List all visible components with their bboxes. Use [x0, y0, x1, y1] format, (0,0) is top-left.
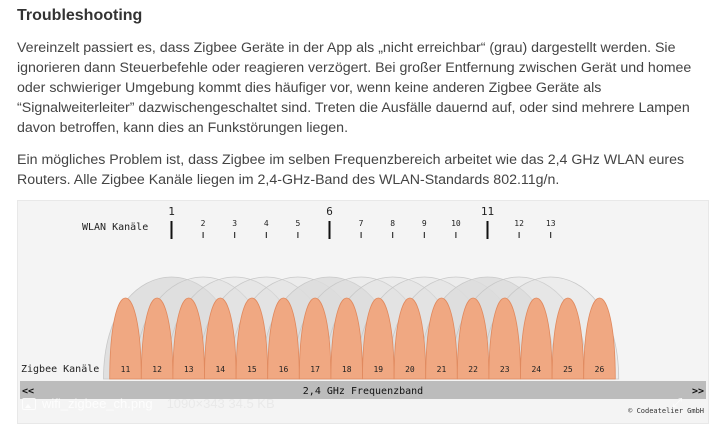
wlan-channel-number-5: 5	[295, 219, 301, 228]
wlan-channel-number-1: 1	[168, 205, 175, 218]
wlan-channel-number-11: 11	[480, 205, 495, 218]
wifi-zigbee-channel-diagram[interactable]	[17, 200, 709, 424]
zigbee-channel-number-21: 21	[436, 365, 447, 374]
zigbee-channel-number-15: 15	[247, 365, 257, 374]
band-arrow-right: >>	[691, 386, 704, 397]
band-label: 2,4 GHz Frequenzband	[302, 386, 424, 397]
zigbee-channel-number-20: 20	[405, 365, 415, 374]
section-heading: Troubleshooting	[17, 7, 143, 24]
zigbee-channels-label: Zigbee Kanäle	[21, 364, 100, 375]
zigbee-channel-number-23: 23	[499, 365, 510, 374]
zigbee-channel-number-12: 12	[152, 365, 162, 374]
image-meta: 1090×343 34.5 KB	[166, 396, 275, 411]
wlan-channel-number-7: 7	[358, 219, 364, 228]
wlan-channel-number-10: 10	[451, 219, 461, 228]
wlan-channel-number-2: 2	[200, 219, 206, 228]
expand-icon[interactable]: ⤢	[672, 395, 683, 410]
wlan-channel-number-13: 13	[545, 219, 556, 228]
zigbee-channel-number-26: 26	[594, 365, 605, 374]
wlan-channel-number-12: 12	[514, 219, 524, 228]
wlan-channels-label: WLAN Kanäle	[82, 222, 149, 233]
channel-diagram-svg	[18, 201, 708, 423]
wlan-channel-number-9: 9	[421, 219, 427, 228]
wlan-channel-number-4: 4	[263, 219, 269, 228]
zigbee-channel-number-18: 18	[341, 365, 352, 374]
image-file-caption[interactable]	[22, 396, 275, 411]
zigbee-channel-number-19: 19	[373, 365, 384, 374]
zigbee-channel-number-17: 17	[310, 365, 320, 374]
image-icon	[22, 398, 36, 410]
zigbee-channel-number-16: 16	[278, 365, 289, 374]
wlan-channel-number-8: 8	[390, 219, 396, 228]
wlan-channel-number-6: 6	[326, 205, 333, 218]
wlan-channel-ticks	[168, 205, 556, 239]
copyright-text: © Codeatelier GmbH	[628, 407, 704, 415]
zigbee-channel-number-11: 11	[120, 365, 131, 374]
zigbee-channel-number-25: 25	[563, 365, 573, 374]
band-arrow-left: <<	[22, 386, 35, 397]
image-filename: wifi_zigbee_ch.png	[42, 396, 153, 411]
paragraph-frequency: Ein mögliches Problem ist, dass Zigbee im selben Frequenzbereich arbeitet wie das 2,4 GHz WLAN eures Routers. Alle Zigbee Kanäle liegen im 2,4-GHz-Band des WLAN-Standards 802.11g/n.	[17, 152, 685, 188]
zigbee-channel-number-14: 14	[215, 365, 226, 374]
wlan-channel-number-3: 3	[232, 219, 238, 228]
zigbee-channel-number-13: 13	[183, 365, 194, 374]
zigbee-channel-number-24: 24	[531, 365, 542, 374]
zigbee-channel-number-22: 22	[468, 365, 478, 374]
paragraph-intro: Vereinzelt passiert es, dass Zigbee Geräte in der App als „nicht erreichbar“ (grau) dargestellt werden. Sie ignorieren dann Steuerbefehle oder reagieren verzögert. Bei großer Entfernung zwischen Gerät und homee oder schwieriger Umgebung kommt dies häufiger vor, wenn keine anderen Zigbee Geräte als “Signalweiterleiter” dazwischengeschaltet sind. Treten die Ausfälle dauernd auf, oder sind mehrere Lampen davon betroffen, kann dies an Funkstörungen liegen.	[17, 40, 692, 136]
